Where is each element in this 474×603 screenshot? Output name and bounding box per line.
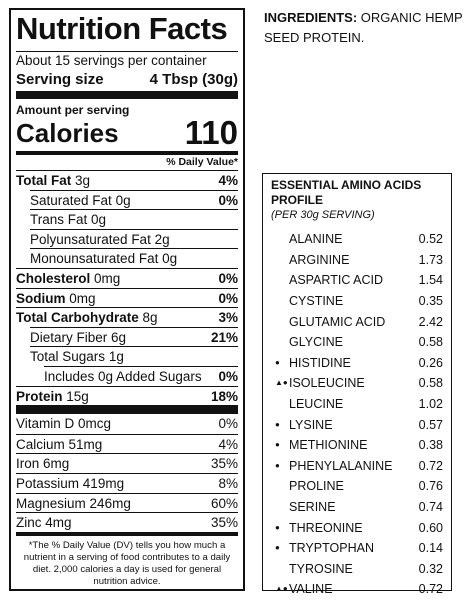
serving-size-value: 4 Tbsp (30g) [149,71,238,88]
amino-acid-row [275,456,443,477]
thick-divider [16,91,238,99]
vitamin-pct: 35% [210,456,238,472]
amino-acid-row [275,270,443,291]
ingredients [264,8,469,48]
amino-acid-row [275,291,443,312]
nutrient-row-monounsaturated-fat [30,248,238,268]
amino-acid-row [275,517,443,538]
vitamin-label: Zinc [16,515,42,531]
vitamin-label: Magnesium [16,495,86,511]
amino-marker-icon: ▲● [275,584,288,594]
vitamin-amount: 419mg [82,475,125,491]
amino-acid-value: 0.52 [418,232,443,247]
amount-per-serving: Amount per serving [16,103,130,117]
amino-acid-value: 2.42 [418,314,443,329]
calories-value: 110 [184,114,238,151]
nutrient-label: Total Sugars [30,349,106,365]
nutrient-pct: 4% [218,173,238,188]
nutrient-label: Includes 0g Added Sugars [44,368,202,384]
amino-subtitle: (PER 30g SERVING) [271,209,375,221]
amino-marker-icon: ▲● [275,378,288,388]
ingredients-label: INGREDIENTS: [264,10,358,25]
amino-acid-value: 0.74 [418,500,443,515]
nutrient-amount: 2g [154,231,170,247]
vitamin-amount: 51mg [68,436,103,452]
amino-title: ESSENTIAL AMINO ACIDS PROFILE [271,178,422,207]
nutrient-label: Total Fat [16,173,72,188]
amino-acid-name: CYSTINE [289,294,344,309]
amino-acid-name: GLUTAMIC ACID [289,314,386,329]
nutrient-label: Cholesterol [16,270,91,286]
amino-acid-name: METHIONINE [289,438,368,453]
vitamin-pct: 60% [210,495,238,511]
nutrient-pct: 21% [210,329,238,345]
vitamin-row-zinc [16,512,238,532]
vitamin-label: Vitamin D [16,416,75,432]
vitamin-pct: 0% [218,416,238,432]
vitamin-amount: 0mcg [78,416,112,432]
amino-acid-row [275,311,443,332]
vitamin-label: Potassium [16,475,80,491]
amino-acid-row [275,538,443,559]
thick-divider [16,405,238,414]
nutrient-label: Polyunsaturated Fat [30,231,151,247]
nutrient-pct: 0% [218,368,238,384]
amino-marker-icon: ● [275,522,280,532]
nutrient-pct: 3% [218,310,238,326]
amino-acid-name: ASPARTIC ACID [289,273,384,288]
amino-acid-name: THREONINE [289,520,363,535]
nutrient-amount: 6g [111,329,127,345]
amino-acid-value: 1.73 [418,252,443,267]
vitamin-label: Iron [16,456,40,472]
nutrient-amount: 15g [66,388,89,404]
nutrient-row-total-carbohydrate [16,307,238,327]
serving-size [16,70,238,89]
amino-acid-value: 0.26 [418,355,443,370]
nutrient-pct: 18% [210,388,238,404]
amino-acid-value: 0.32 [418,561,443,576]
nutrient-amount: 0mg [94,270,121,286]
amino-marker-icon: ● [275,543,280,553]
amino-marker-icon: ● [275,460,280,470]
servings-per-container: About 15 servings per container [16,53,207,68]
amino-acid-row [275,497,443,518]
amino-acid-value: 1.02 [418,397,443,412]
nutrient-row-added-sugars [44,366,238,386]
amino-acid-name: VALINE [289,582,333,597]
amino-acid-name: ALANINE [289,232,343,247]
amino-acid-name: ISOLEUCINE [289,376,365,391]
vitamin-pct: 8% [218,475,238,491]
daily-value-header: % Daily Value* [16,151,238,170]
nutrient-amount: 0g [91,212,107,228]
amino-acid-row [275,414,443,435]
ingredients-text: ORGANIC HEMP SEED PROTEIN. [264,10,463,45]
vitamin-pct: 4% [218,436,238,452]
nutrient-pct: 0% [218,270,238,286]
nutrient-label: Monounsaturated Fat [30,251,159,267]
amino-acid-row [275,559,443,580]
amino-acid-value: 1.54 [418,273,443,288]
vitamin-row-vitamin-d [16,414,238,434]
nutrient-row-protein [16,386,238,406]
vitamin-label: Calcium [16,436,65,452]
calories-label: Calories [16,118,119,148]
vitamin-row-magnesium [16,493,238,513]
nutrient-amount: 8g [142,310,158,326]
nutrient-label: Protein [16,388,63,404]
nutrient-amount: 0g [115,192,131,208]
amino-acid-row [275,353,443,374]
nutrient-amount: 0g [162,251,178,267]
amino-acid-name: TRYPTOPHAN [289,541,374,556]
amino-acid-value: 0.35 [418,294,443,309]
amino-acid-name: LYSINE [289,417,333,432]
nutrient-row-sodium [16,288,238,308]
serving-size-label: Serving size [16,71,104,88]
vitamin-amount: 6mg [43,456,70,472]
amino-acid-name: ARGININE [289,252,350,267]
nutrient-row-polyunsaturated-fat [30,229,238,249]
amino-acid-name: PROLINE [289,479,344,494]
amino-acid-row [275,476,443,497]
amino-acid-value: 0.38 [418,438,443,453]
nutrient-label: Total Carbohydrate [16,310,139,326]
nutrient-label: Saturated Fat [30,192,112,208]
nutrient-pct: 0% [218,192,238,208]
amino-acid-value: 0.72 [418,458,443,473]
amino-acid-row [275,579,443,600]
nutrient-amount: 1g [108,349,124,365]
vitamin-amount: 246mg [89,495,131,511]
amino-acid-name: HISTIDINE [289,355,351,370]
nutrient-row-dietary-fiber [30,327,238,347]
calories [16,114,238,151]
nutrient-row-cholesterol [16,268,238,288]
nutrient-label: Trans Fat [30,212,88,228]
amino-acid-value: 0.58 [418,335,443,350]
nutrient-pct: 0% [218,290,238,306]
amino-list [275,229,443,600]
amino-acid-row [275,250,443,271]
amino-marker-icon: ● [275,440,280,450]
amino-acid-name: TYROSINE [289,561,353,576]
amino-marker-icon: ● [275,419,280,429]
nutrition-facts-panel [9,8,245,591]
amino-acid-row [275,435,443,456]
amino-acid-name: GLYCINE [289,335,343,350]
nutrient-row-total-sugars [30,346,238,366]
amino-acid-row [275,394,443,415]
amino-acid-row [275,229,443,250]
vitamin-row-potassium [16,473,238,493]
nutrient-row-saturated-fat [30,190,238,210]
amino-acid-value: 0.60 [418,520,443,535]
amino-acids-profile [262,173,452,597]
nutrition-title: Nutrition Facts [16,11,228,46]
vitamin-row-calcium [16,434,238,454]
amino-acid-value: 0.76 [418,479,443,494]
nutrient-amount: 0mg [69,290,96,306]
nutrient-label: Dietary Fiber [30,329,108,345]
amino-acid-row [275,332,443,353]
vitamin-row-iron [16,453,238,473]
amino-acid-row [275,373,443,394]
nutrient-row-total-fat [16,170,238,190]
vitamin-amount: 4mg [45,515,72,531]
amino-acid-value: 0.57 [418,417,443,432]
nutrient-label: Sodium [16,290,66,306]
amino-acid-name: SERINE [289,500,336,515]
amino-acid-value: 0.72 [418,582,443,597]
nutrient-row-trans-fat [30,209,238,229]
amino-acid-name: LEUCINE [289,397,344,412]
amino-acid-value: 0.14 [418,541,443,556]
daily-value-footnote: *The % Daily Value (DV) tells you how much a nutrient in a serving of food contributes to a daily diet. 2,000 calories a day is used for general nutrition advice. [16,532,238,588]
nutrient-amount: 3g [75,173,91,188]
vitamin-pct: 35% [210,515,238,531]
amino-acid-value: 0.58 [418,376,443,391]
amino-acid-name: PHENYLALANINE [289,458,393,473]
amino-marker-icon: ● [275,357,280,367]
